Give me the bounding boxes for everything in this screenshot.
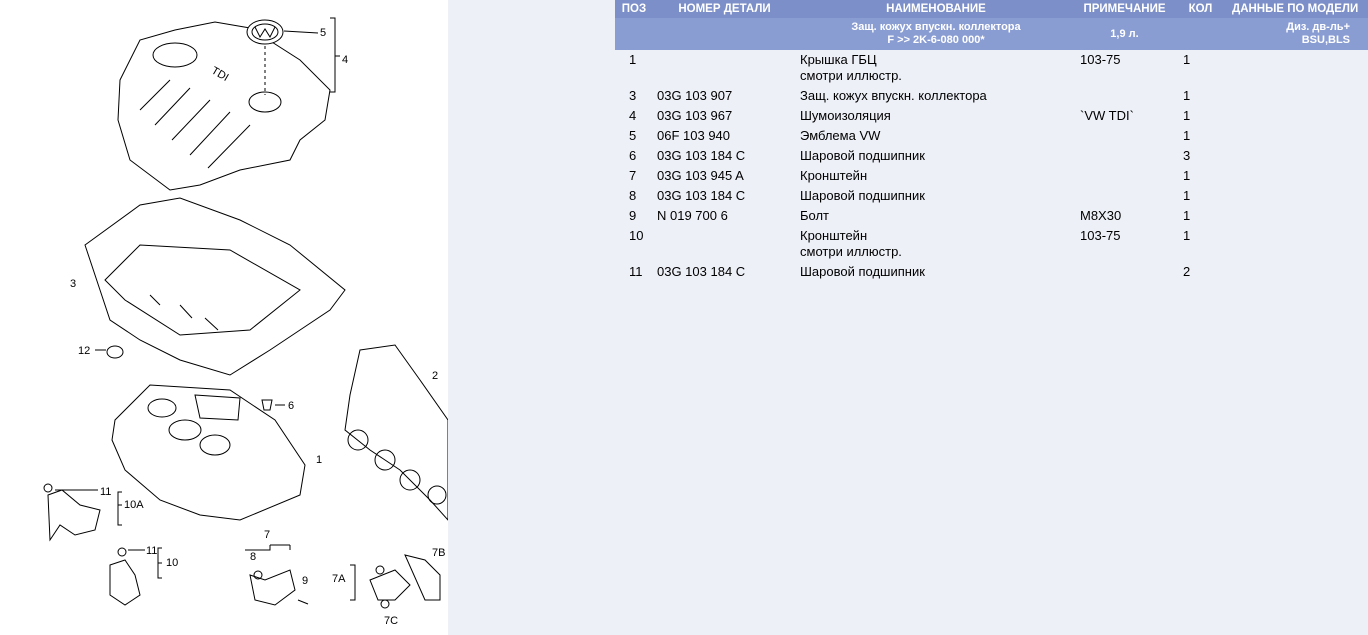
- callout-9: 9: [302, 575, 309, 587]
- callout-8: 8: [250, 551, 257, 563]
- cell-model-data: [1228, 126, 1368, 146]
- cell-qty: 1: [1173, 50, 1228, 86]
- callout-11a: 11: [100, 486, 112, 498]
- callout-11b: 11: [146, 545, 158, 557]
- cell-model-data: [1228, 106, 1368, 126]
- cell-part-number: [653, 50, 796, 86]
- cell-model-data: [1228, 50, 1368, 86]
- cell-note: M8X30: [1076, 206, 1173, 226]
- parts-table: [615, 0, 1368, 282]
- cell-pos: 7: [615, 166, 653, 186]
- cell-model-data: [1228, 86, 1368, 106]
- cell-model-data: [1228, 166, 1368, 186]
- callout-7b: 7B: [432, 547, 446, 559]
- header-note[interactable]: ПРИМЕЧАНИЕ: [1076, 0, 1173, 18]
- cell-note: 103-75: [1076, 226, 1173, 262]
- cell-name: [796, 186, 1076, 206]
- cell-name: [796, 106, 1076, 126]
- subheader-model-line1: Диз. дв-ль+: [1286, 21, 1350, 33]
- cell-qty: 1: [1173, 126, 1228, 146]
- cell-qty: 3: [1173, 146, 1228, 166]
- cell-model-data: [1228, 206, 1368, 226]
- cell-name: [796, 126, 1076, 146]
- cell-qty: 1: [1173, 226, 1228, 262]
- callout-2: 2: [432, 370, 439, 382]
- table-row[interactable]: [615, 166, 1368, 186]
- header-model-data[interactable]: ДАННЫЕ ПО МОДЕЛИ: [1228, 0, 1368, 18]
- cell-qty: 1: [1173, 206, 1228, 226]
- cell-note: [1076, 186, 1173, 206]
- table-row[interactable]: [615, 186, 1368, 206]
- callout-7a: 7A: [332, 573, 346, 585]
- callout-7: 7: [264, 529, 271, 541]
- cell-pos: 5: [615, 126, 653, 146]
- cell-model-data: [1228, 262, 1368, 282]
- cell-note: 103-75: [1076, 50, 1173, 86]
- subheader-name: [796, 18, 1076, 50]
- cell-qty: 1: [1173, 166, 1228, 186]
- cell-note: `VW TDI`: [1076, 106, 1173, 126]
- tdi-logo-text: TDI: [209, 64, 231, 84]
- cell-pos: 9: [615, 206, 653, 226]
- cell-pos: 11: [615, 262, 653, 282]
- callout-10a: 10A: [124, 499, 144, 511]
- table-row[interactable]: [615, 50, 1368, 86]
- callout-10: 10: [166, 557, 179, 569]
- cell-part-number: 03G 103 184 C: [653, 186, 796, 206]
- cell-model-data: [1228, 146, 1368, 166]
- table-row[interactable]: [615, 106, 1368, 126]
- cell-pos: 6: [615, 146, 653, 166]
- subheader-note: 1,9 л.: [1076, 18, 1173, 50]
- bracket-7abc: [350, 555, 440, 608]
- callout-5: 5: [320, 27, 327, 39]
- callout-6: 6: [288, 400, 295, 412]
- panel-gap: [448, 0, 615, 635]
- cell-qty: 2: [1173, 262, 1228, 282]
- cell-part-number: N 019 700 6: [653, 206, 796, 226]
- cell-pos: 8: [615, 186, 653, 206]
- cell-pos: 3: [615, 86, 653, 106]
- table-row[interactable]: [615, 86, 1368, 106]
- ball-joint-12: [95, 346, 123, 358]
- cell-pos: 1: [615, 50, 653, 86]
- intake-manifold-cover: [85, 198, 345, 375]
- table-row[interactable]: [615, 206, 1368, 226]
- cell-note: [1076, 166, 1173, 186]
- cell-name: [796, 146, 1076, 166]
- cell-part-number: 03G 103 184 C: [653, 262, 796, 282]
- engine-cover-top: [118, 22, 330, 190]
- cell-note: [1076, 262, 1173, 282]
- part-name: Шаровой подшипник: [800, 148, 925, 163]
- exploded-parts-diagram: [0, 0, 448, 635]
- cell-part-number: 03G 103 945 A: [653, 166, 796, 186]
- part-name: Болт: [800, 208, 830, 223]
- cell-qty: 1: [1173, 106, 1228, 126]
- header-pos[interactable]: ПОЗ: [615, 0, 653, 18]
- diagram-drawing: [0, 0, 448, 635]
- cell-name: [796, 262, 1076, 282]
- cell-name: [796, 166, 1076, 186]
- header-name[interactable]: НАИМЕНОВАНИЕ: [796, 0, 1076, 18]
- part-name: Защ. кожух впускн. коллектора: [800, 88, 987, 103]
- callout-3: 3: [70, 278, 77, 290]
- part-name: Эмблема VW: [800, 128, 881, 143]
- part-name-note: смотри иллюстр.: [800, 68, 902, 83]
- part-name: Шумоизоляция: [800, 108, 891, 123]
- cell-name: [796, 50, 1076, 86]
- cell-part-number: 03G 103 907: [653, 86, 796, 106]
- table-row[interactable]: [615, 226, 1368, 262]
- callout-7c: 7C: [384, 615, 399, 627]
- table-subheader-row: [615, 18, 1368, 50]
- subheader-model-line2: BSU,BLS: [1301, 34, 1350, 46]
- table-row[interactable]: [615, 262, 1368, 282]
- table-row[interactable]: [615, 146, 1368, 166]
- cell-note: [1076, 86, 1173, 106]
- cell-note: [1076, 146, 1173, 166]
- cell-part-number: 03G 103 184 C: [653, 146, 796, 166]
- cell-pos: 4: [615, 106, 653, 126]
- table-row[interactable]: [615, 126, 1368, 146]
- subheader-model: [1228, 18, 1368, 50]
- cell-pos: 10: [615, 226, 653, 262]
- cell-name: [796, 206, 1076, 226]
- header-part-number[interactable]: НОМЕР ДЕТАЛИ: [653, 0, 796, 18]
- part-name: Шаровой подшипник: [800, 264, 925, 279]
- cell-model-data: [1228, 226, 1368, 262]
- subheader-name-line2: F >> 2K-6-080 000*: [887, 34, 985, 46]
- cell-model-data: [1228, 186, 1368, 206]
- part-name: Кронштейн: [800, 168, 868, 183]
- cell-part-number: [653, 226, 796, 262]
- part-name: Крышка ГБЦ: [800, 52, 877, 67]
- table-header-row: [615, 0, 1368, 18]
- parts-table-body: [615, 50, 1368, 282]
- callout-4: 4: [342, 54, 349, 66]
- subheader-name-line1: Защ. кожух впускн. коллектора: [851, 21, 1021, 33]
- part-name-note: смотри иллюстр.: [800, 244, 902, 259]
- cell-part-number: 03G 103 967: [653, 106, 796, 126]
- cell-qty: 1: [1173, 86, 1228, 106]
- cell-part-number: 06F 103 940: [653, 126, 796, 146]
- header-qty[interactable]: КОЛ: [1173, 0, 1228, 18]
- callout-12: 12: [78, 345, 91, 357]
- cell-name: [796, 86, 1076, 106]
- part-name: Шаровой подшипник: [800, 188, 925, 203]
- cell-qty: 1: [1173, 186, 1228, 206]
- callout-1: 1: [316, 454, 323, 466]
- part-name: Кронштейн: [800, 228, 868, 243]
- ball-joint-6: [262, 400, 285, 410]
- cell-name: [796, 226, 1076, 262]
- cell-note: [1076, 126, 1173, 146]
